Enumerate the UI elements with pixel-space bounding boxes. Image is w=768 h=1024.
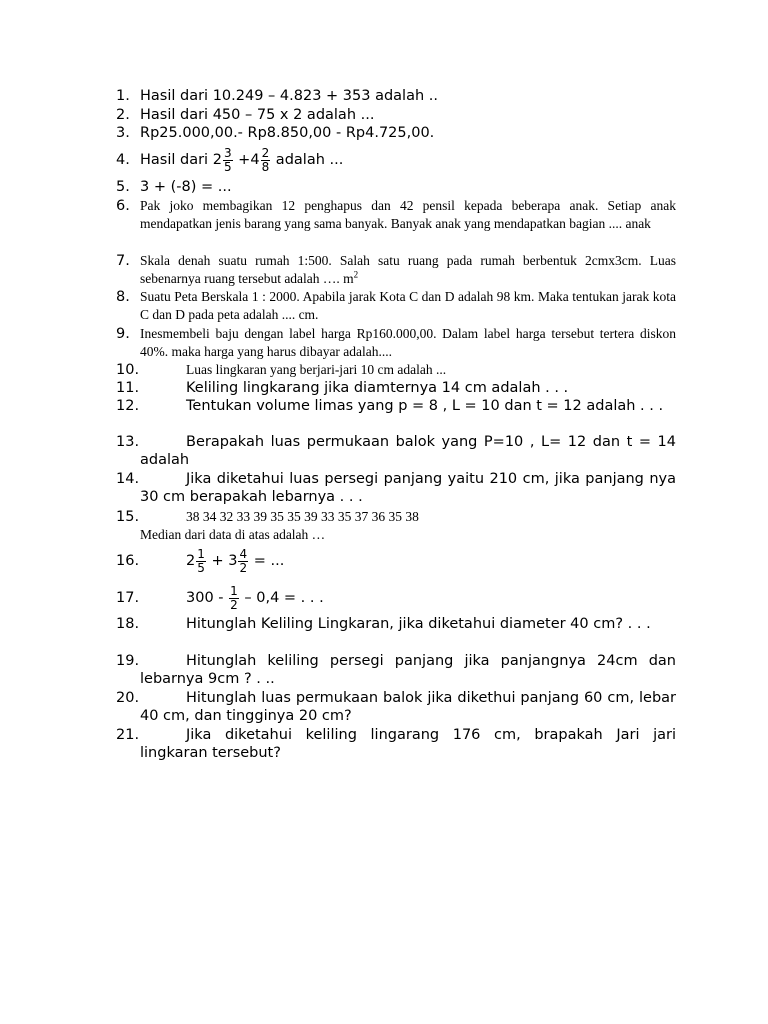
fraction-denominator: 8: [261, 159, 270, 174]
question-number: 18.: [116, 616, 140, 632]
question-number: 20.: [116, 690, 140, 706]
question-text-main: Hitunglah keliling persegi panjang jika panjangnya 24cm dan lebarnya 9cm ? . ..: [140, 653, 676, 687]
question-text: [186, 583, 676, 613]
expression-part: Hasil dari 2: [140, 152, 222, 168]
expression-part: 300 -: [186, 590, 229, 606]
question-number: 12.: [116, 398, 140, 414]
fraction: [196, 548, 206, 575]
expression-part: 2: [186, 553, 196, 569]
question-text: [140, 252, 676, 288]
question-number: 2.: [116, 107, 130, 123]
question-text: Suatu Peta Berskala 1 : 2000. Apabila jarak Kota C dan D adalah 98 km. Maka tentukan jarak kota C dan D pada peta adalah .... cm.: [140, 289, 676, 322]
question-text: 3 + (-8) = ...: [140, 179, 232, 195]
question-text-main: Hitunglah Keliling Lingkaran, jika diketahui diameter 40 cm? . . .: [186, 616, 651, 632]
expression-part: adalah ...: [271, 152, 344, 168]
fraction-numerator: 4: [239, 546, 248, 561]
question-text: Rp25.000,00.- Rp8.850,00 - Rp4.725,00.: [140, 125, 435, 141]
fraction: [238, 548, 248, 575]
question-text: [140, 433, 676, 469]
question-text-main: Hitunglah luas permukaan balok jika dikethui panjang 60 cm, lebar 40 cm, dan tingginya 20 cm?: [140, 690, 676, 724]
question-number: 17.: [116, 590, 140, 606]
question-text: [140, 689, 676, 725]
expression-part: = ...: [249, 553, 285, 569]
question-text-main: Skala denah suatu rumah 1:500. Salah satu ruang pada rumah berbentuk 2cmx3cm. Luas sebenarnya ruang tersebut adalah …. m: [140, 253, 676, 286]
question-text: Median dari data di atas adalah …: [140, 527, 326, 542]
question-number: 8.: [116, 289, 130, 305]
question-number: 21.: [116, 727, 140, 743]
question-number: 5.: [116, 179, 130, 195]
question-number: 19.: [116, 653, 140, 669]
question-text: [140, 146, 676, 174]
data-values: 38 34 32 33 39 35 35 39 33 35 37 36 35 38: [186, 509, 419, 524]
question-text: [140, 615, 676, 633]
fraction-denominator: 5: [223, 159, 232, 174]
fraction-denominator: 5: [197, 560, 205, 575]
question-text: Luas lingkaran yang berjari-jari 10 cm adalah ...: [186, 362, 447, 377]
question-text: Hasil dari 450 – 75 x 2 adalah ...: [140, 107, 375, 123]
question-text-main: Berapakah luas permukaan balok yang P=10 , L= 12 dan t = 14 adalah: [140, 434, 676, 468]
question-text: [140, 726, 676, 762]
question-text: Inesmembeli baju dengan label harga Rp160.000,00. Dalam label harga tersebut tertera diskon 40%. maka harga yang harus dibayar adalah....: [140, 326, 676, 359]
question-text-main: Jika diketahui luas persegi panjang yaitu 210 cm, jika panjang nya 30 cm berapakah lebarnya . . .: [140, 471, 676, 505]
expression-part: – 0,4 = . . .: [239, 590, 324, 606]
fraction-denominator: 2: [230, 597, 238, 612]
question-number: 10.: [116, 362, 140, 378]
question-number: 4.: [116, 152, 130, 168]
question-number: 16.: [116, 553, 140, 569]
question-text: Pak joko membagikan 12 penghapus dan 42 pensil kepada beberapa anak. Setiap anak mendapatkan jenis barang yang sama banyak. Banyak anak yang mendapatkan bagian .... anak: [140, 198, 676, 231]
fraction-denominator: 2: [239, 560, 248, 575]
question-text: Keliling lingkarang jika diamternya 14 cm adalah . . .: [186, 380, 569, 396]
question-number: 7.: [116, 253, 130, 269]
question-number: 3.: [116, 125, 130, 141]
question-text: [140, 652, 676, 688]
question-text: [140, 397, 676, 415]
fraction-numerator: 1: [230, 583, 238, 598]
expression-part: + 3: [206, 553, 238, 569]
question-number: 9.: [116, 326, 130, 342]
question-text-main: Jika diketahui keliling lingarang 176 cm, brapakah Jari jari lingkaran tersebut?: [140, 727, 676, 761]
fraction-numerator: 1: [197, 546, 205, 561]
question-number: 14.: [116, 471, 140, 487]
fraction-numerator: 3: [223, 145, 232, 160]
question-text-main: Tentukan volume limas yang p = 8 , L = 10 dan t = 12 adalah . . .: [186, 398, 664, 414]
question-number: 6.: [116, 198, 130, 214]
fraction: [261, 147, 271, 174]
question-number: 11.: [116, 380, 140, 396]
fraction: [229, 585, 239, 612]
expression-part: +4: [233, 152, 260, 168]
question-number: 15.: [116, 509, 140, 525]
fraction: [223, 147, 233, 174]
fraction-numerator: 2: [261, 145, 270, 160]
question-number: 1.: [116, 88, 130, 104]
question-text: [140, 470, 676, 506]
question-number: 13.: [116, 434, 140, 450]
question-text: Hasil dari 10.249 – 4.823 + 353 adalah ..: [140, 88, 438, 104]
question-text: [186, 546, 676, 576]
unit-exponent: 2: [353, 269, 359, 280]
